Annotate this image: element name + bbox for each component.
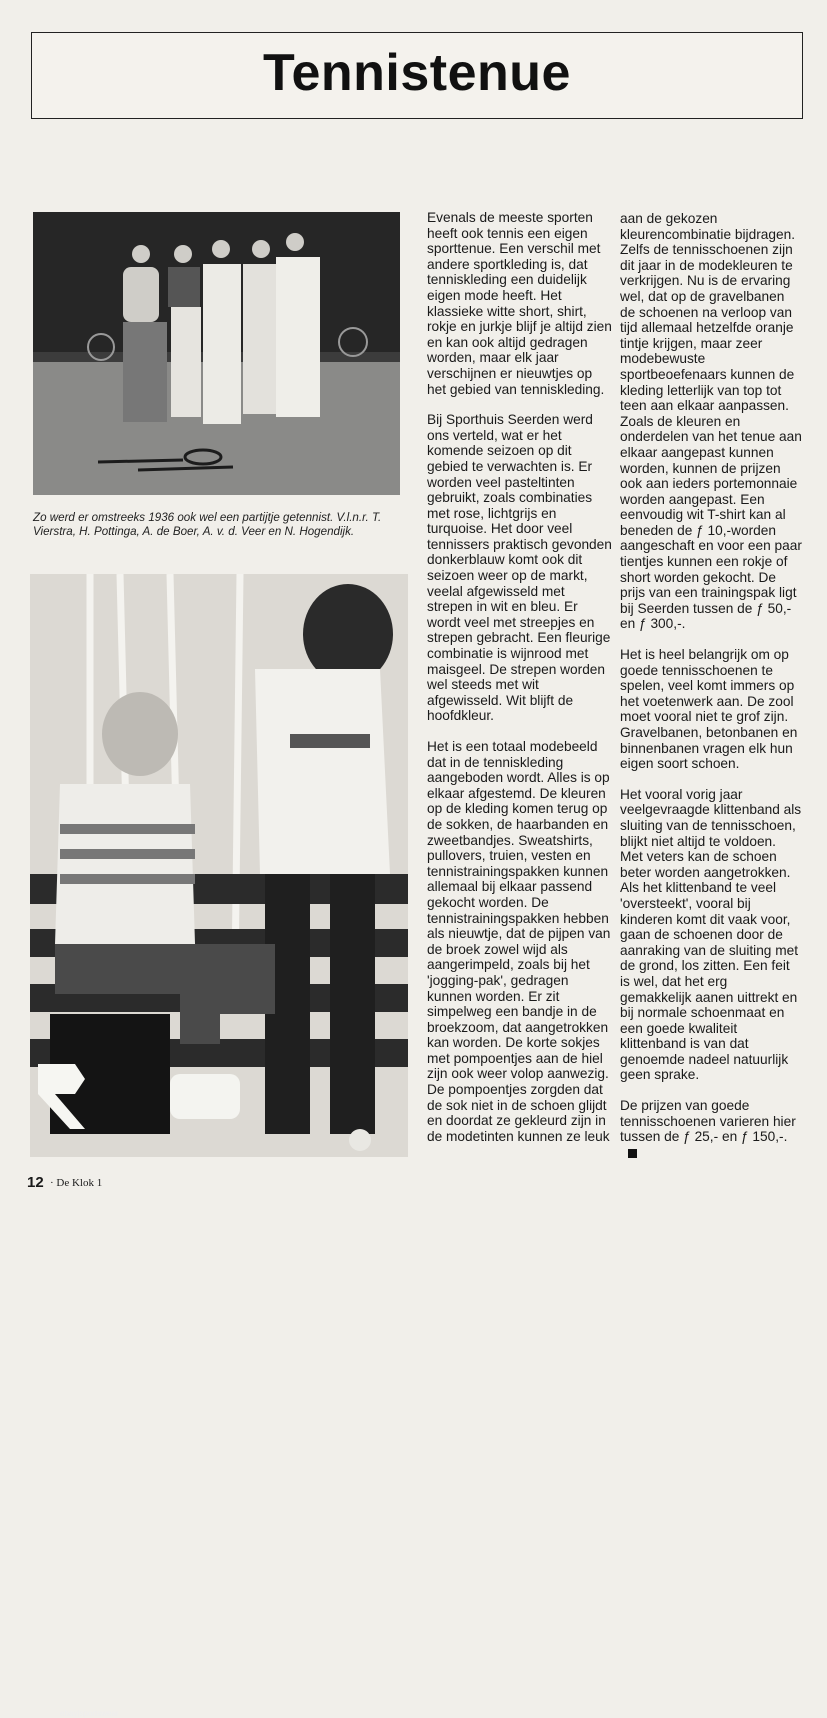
- historic-photo-illustration: [33, 212, 400, 495]
- end-mark-icon: [628, 1149, 637, 1158]
- paragraph: Bij Sporthuis Seerden werd ons verteld, wat er het komende seizoen op dit gebied te verwachten is. Er worden veel pasteltinten gebruikt, zoals combinaties met rose, lichtgrijs en turquoise. Het door veel tennissers praktisch gevonden donkerblauw komt ook dit seizoen weer op de markt, veelal afgewisseld met strepen in wit en bleu. Er wordt veel met streepjes en strepen gebracht. Een fleurige combinatie is wijnrood met maisgeel. De strepen worden wel steeds met wit afgewisseld. Wit blijft de hoofdkleur.: [427, 412, 612, 724]
- paragraph: Het vooral vorig jaar veelgevraagde klittenband als sluiting van de tennisschoen, blijkt niet altijd te voldoen. Met veters kan de schoen beter worden aangetrokken. Als het klittenband te veel 'oversteekt', vooral bij kinderen komt dit vaak voor, gaan de schoenen door de aanraking van de sluiting met de grond, los zitten. Een feit is wel, dat het erg gemakkelijk aanen uittrekt en bij normale schoenmaat en een goede kwaliteit klittenband is van dat genoemde nadeel natuurlijk geen sprake.: [620, 786, 802, 1083]
- paragraph-last: [620, 1098, 802, 1160]
- photo-caption: Zo werd er omstreeks 1936 ook wel een partijtje getennist. V.l.n.r. T. Vierstra, H. Pottinga, A. de Boer, A. v. d. Veer en N. Hogendijk.: [33, 511, 382, 538]
- photo-credit: ebay|sportswear: [60, 1709, 119, 1718]
- text-column-1: [427, 210, 613, 1159]
- paragraph: aan de gekozen kleurencombinatie bijdragen. Zelfs de tennisschoenen zijn dit jaar in de modekleuren te verkrijgen. Nu is de ervaring wel, dat op de gravelbanen de schoenen na verloop van tijd allemaal hetzelfde oranje tintje krijgen, maar zeer modebewuste sportbeoefenaars kunnen de kleding letterlijk van top tot teen aan elkaar aanpassen. Zoals de kleuren en onderdelen van het tenue aan elkaar aangepast kunnen worden, kunnen de prijzen ook aan ieders portemonnaie worden aangepast. Een eenvoudig wit T-shirt kan al beneden de ƒ 10,-worden aangeschaft en voor een paar tientjes kunnen een rokje of short worden gekocht. De prijs van een trainingspak ligt bij Seerden tussen de ƒ 50,-en ƒ 300,-.: [620, 211, 802, 632]
- magazine-name: · De Klok 1: [50, 1177, 103, 1189]
- paragraph-text: De prijzen van goede tennisschoenen varieren hier tussen de ƒ 25,- en ƒ 150,-.: [620, 1098, 796, 1145]
- page-number: 12: [27, 1174, 44, 1191]
- paragraph: Het is heel belangrijk om op goede tennisschoenen te spelen, veel komt immers op het voetenwerk aan. De zool moet vooral niet te grof zijn. Gravelbanen, betonbanen en binnenbanen vragen elk hun eigen soort schoen.: [620, 647, 798, 772]
- historic-group-photo: [33, 212, 400, 495]
- text-column-2: [620, 211, 802, 1175]
- title-box: [31, 32, 803, 119]
- paragraph: Het is een totaal modebeeld dat in de tenniskleding aangeboden wordt. Alles is op elkaar afgestemd. De kleuren op de kleding komen terug op de sokken, de haarbanden en zweetbandjes. Sweatshirts, pullovers, truien, vesten en tennistrainingspakken kunnen allemaal bij elkaar passend gekocht worden. De tennistrainingspakken hebben als nieuwtje, dat de pijpen van de broek zowel wijd als aangerimpeld, zoals bij het 'jogging-pak', gedragen kunnen worden. Er zit simpelweg een bandje in de broekzoom, dat aangetrokken kan worden. De korte sokjes met pompoentjes aan de hiel zijn ook weer volop aanwezig. De pompoentjes zorgden dat de sok niet in de schoen glijdt en doordat ze gekleurd zijn in de modetinten kunnen ze leuk: [427, 739, 611, 1144]
- modern-photo-illustration: [30, 574, 408, 1157]
- paragraph: Evenals de meeste sporten heeft ook tennis een eigen sporttenue. Een verschil met andere sportkleding is, dat tenniskleding een duidelijk eigen mode heeft. Het klassieke witte short, shirt, rokje en jurkje blijf je altijd zien en kan ook altijd gedragen worden, maar elk jaar verschijnen er nieuwtjes op het gebied van tenniskleding.: [427, 210, 612, 397]
- page-title: Tennistenue: [263, 44, 571, 102]
